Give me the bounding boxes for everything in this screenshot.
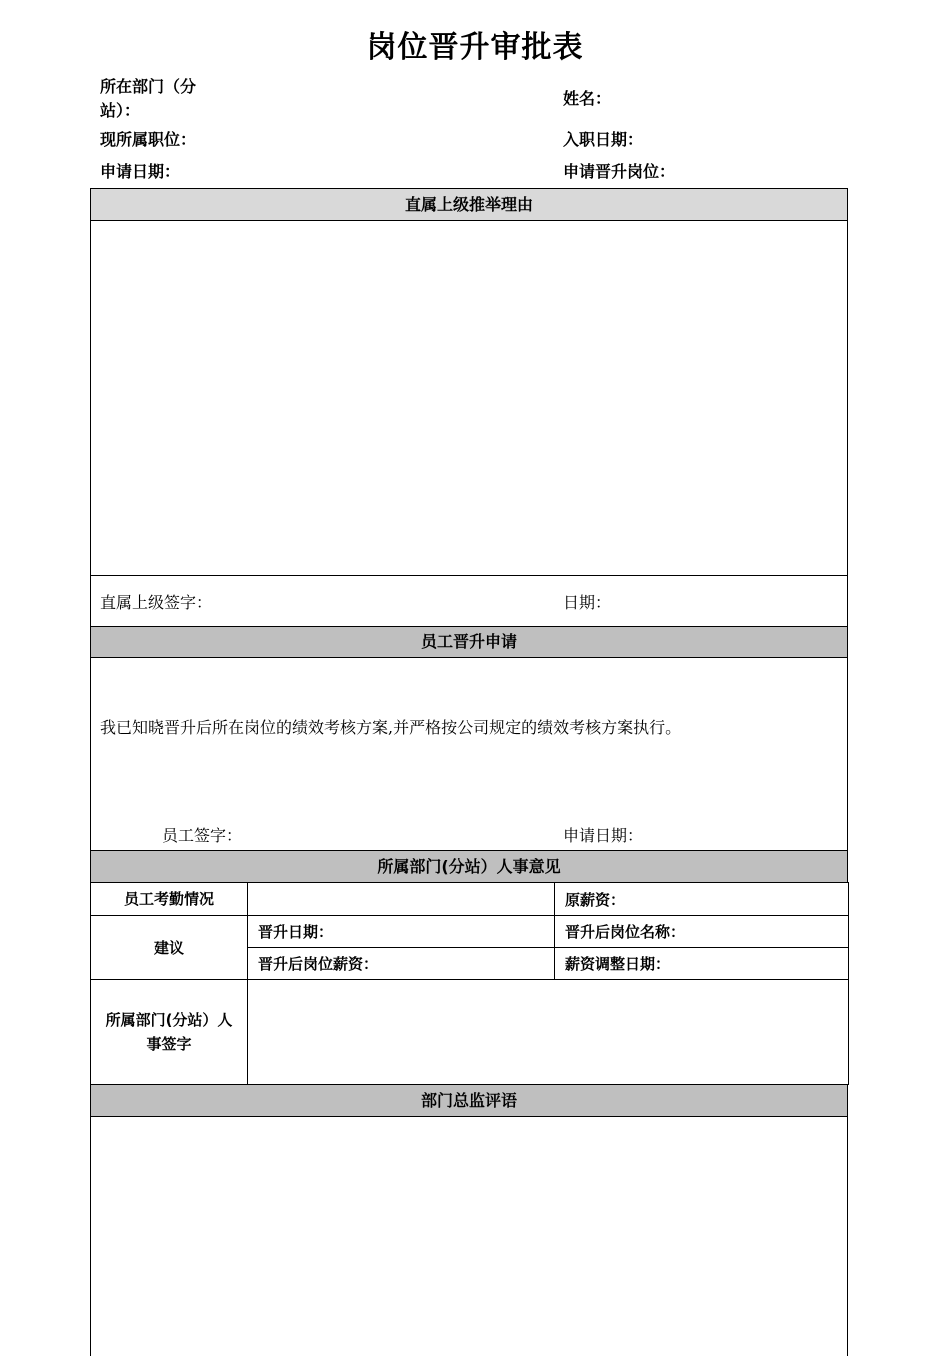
apply-date-label: 申请日期：: [100, 162, 181, 181]
join-date-label: 入职日期：: [563, 130, 644, 149]
director-header: 部门总监评语: [90, 1084, 848, 1117]
recommend-date-label: 日期：: [563, 593, 612, 612]
table-row: [91, 916, 849, 948]
hr-opinion-table: [90, 882, 849, 1085]
employee-apply-date-label: 申请日期：: [563, 826, 644, 845]
recommend-reason-area[interactable]: [90, 220, 848, 576]
name-label: 姓名：: [563, 89, 612, 108]
position-label: 现所属职位：: [100, 130, 197, 149]
recommend-signature-label: 直属上级签字：: [100, 593, 213, 612]
attendance-label: 员工考勤情况: [91, 883, 248, 916]
apply-position-label: 申请晋升岗位：: [563, 162, 676, 181]
original-salary-label[interactable]: 原薪资：: [555, 883, 849, 916]
employee-application-area: [90, 657, 848, 851]
director-comment-area[interactable]: [90, 1116, 848, 1356]
hr-signature-label: 所属部门(分站）人事签字: [91, 980, 248, 1085]
employee-signature-label: 员工签字：: [162, 826, 243, 845]
new-position-label[interactable]: 晋升后岗位名称：: [555, 916, 849, 948]
dept-label: 所在部门（分站）：: [100, 77, 197, 120]
table-row: [91, 883, 849, 916]
hr-header: 所属部门(分站）人事意见: [90, 850, 848, 883]
employee-statement: 我已知晓晋升后所在岗位的绩效考核方案,并严格按公司规定的绩效考核方案执行。: [100, 718, 682, 737]
table-row: [91, 980, 849, 1085]
hr-signature-area[interactable]: [248, 980, 849, 1085]
employee-header: 员工晋升申请: [90, 626, 848, 658]
attendance-value-cell[interactable]: [248, 883, 555, 916]
new-salary-label[interactable]: 晋升后岗位薪资：: [248, 948, 555, 980]
promote-date-label[interactable]: 晋升日期：: [248, 916, 555, 948]
recommend-header: 直属上级推举理由: [90, 188, 848, 221]
suggestion-label: 建议: [91, 916, 248, 980]
form-title: 岗位晋升审批表: [366, 30, 584, 65]
salary-adjust-date-label[interactable]: 薪资调整日期：: [555, 948, 849, 980]
